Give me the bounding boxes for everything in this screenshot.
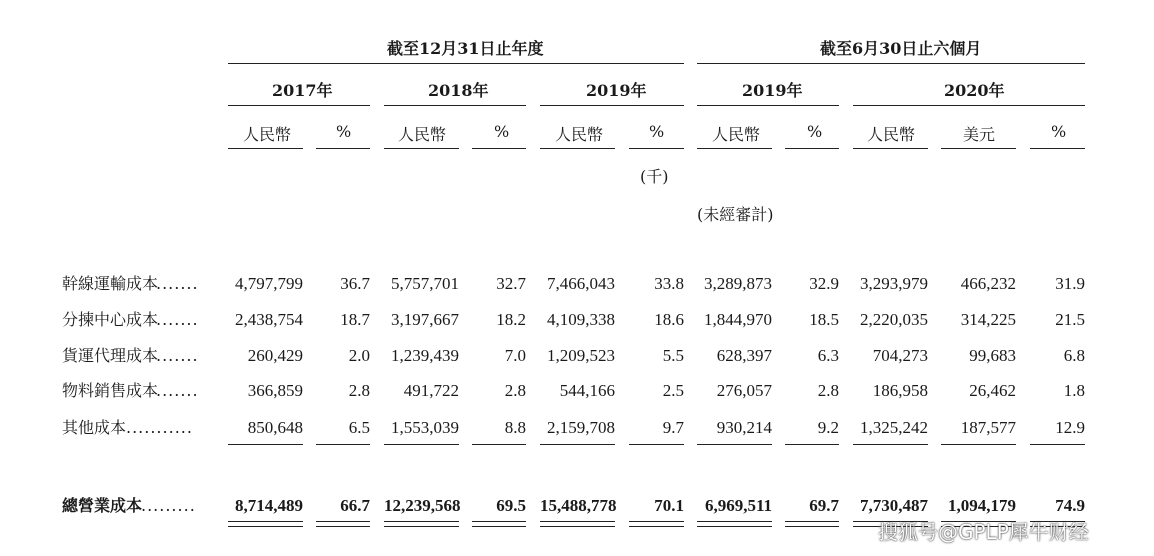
- table-cell: 2.8: [817, 381, 839, 400]
- table-cell: 1,209,523: [547, 346, 615, 365]
- rule-col-6: [629, 148, 684, 149]
- table-cell: 2,438,754: [235, 310, 303, 329]
- table-cell: 6.3: [817, 346, 839, 365]
- total-cell: 12,239,568: [384, 496, 461, 515]
- table-cell: 366,859: [247, 381, 303, 400]
- total-double-rule: [472, 526, 526, 527]
- total-double-rule: [697, 521, 772, 522]
- table-cell: 12.9: [1055, 418, 1085, 437]
- table-cell: 32.9: [809, 274, 839, 293]
- table-cell: 3,289,873: [704, 274, 772, 293]
- rule-year-2017: [228, 105, 370, 106]
- leader-dots: .........: [141, 496, 196, 515]
- table-cell: 26,462: [969, 381, 1016, 400]
- table-cell: 2,220,035: [860, 310, 928, 329]
- total-cell: 69.7: [809, 496, 839, 515]
- total-double-rule: [629, 521, 684, 522]
- total-cell: 6,969,511: [704, 496, 772, 515]
- table-cell: 8.8: [504, 418, 526, 437]
- total-double-rule: [384, 526, 459, 527]
- header-year-2019-annual: 2019年: [586, 81, 647, 100]
- rule-group-1: [228, 63, 684, 64]
- table-cell: 276,057: [716, 381, 772, 400]
- row-label-2: 貨運代理成本: [62, 346, 159, 365]
- subtotal-rule: [316, 444, 370, 445]
- rule-col-8: [785, 148, 839, 149]
- table-cell: 1,844,970: [704, 310, 772, 329]
- total-cell: 70.1: [654, 496, 684, 515]
- table-cell: 1,325,242: [860, 418, 928, 437]
- table-cell: 1.8: [1063, 381, 1085, 400]
- table-cell: 4,109,338: [547, 310, 615, 329]
- total-row-label: 總營業成本: [62, 496, 143, 515]
- subtotal-rule: [1030, 444, 1085, 445]
- rule-col-10: [941, 148, 1016, 149]
- row-label-1: 分揀中心成本: [62, 310, 159, 329]
- total-cell: 1,094,179: [948, 496, 1016, 515]
- subtotal-rule: [384, 444, 459, 445]
- rule-col-1: [228, 148, 303, 149]
- table-cell: 18.2: [496, 310, 526, 329]
- total-double-rule: [697, 526, 772, 527]
- total-cell: 7,730,487: [860, 496, 928, 515]
- subtotal-rule: [472, 444, 526, 445]
- leader-dots: ...........: [126, 418, 193, 437]
- total-double-rule: [228, 526, 303, 527]
- rule-year-2020: [853, 105, 1085, 106]
- table-cell: 544,166: [559, 381, 615, 400]
- rule-col-9: [853, 148, 928, 149]
- subtotal-rule: [629, 444, 684, 445]
- table-cell: 2,159,708: [547, 418, 615, 437]
- header-year-2017: 2017年: [272, 81, 333, 100]
- table-cell: 18.7: [340, 310, 370, 329]
- row-label-4: 其他成本: [62, 418, 127, 437]
- header-group-year-ended: 截至12月31日止年度: [387, 39, 544, 58]
- total-double-rule: [629, 526, 684, 527]
- table-cell: 2.5: [662, 381, 684, 400]
- col-pct-2019b: %: [807, 122, 823, 141]
- total-double-rule: [316, 526, 370, 527]
- rule-year-2019a: [540, 105, 684, 106]
- total-double-rule: [472, 521, 526, 522]
- rule-year-2019b: [697, 105, 839, 106]
- table-cell: 314,225: [960, 310, 1016, 329]
- rule-col-7: [697, 148, 772, 149]
- col-usd-2020: 美元: [963, 125, 996, 144]
- table-cell: 36.7: [340, 274, 370, 293]
- rule-year-2018: [384, 105, 526, 106]
- leader-dots: .......: [156, 346, 199, 365]
- col-pct-2018: %: [494, 122, 510, 141]
- header-year-2019-interim: 2019年: [742, 81, 803, 100]
- subtotal-rule: [941, 444, 1016, 445]
- rule-group-2: [697, 63, 1085, 64]
- table-cell: 491,722: [403, 381, 459, 400]
- table-cell: 466,232: [960, 274, 1016, 293]
- table-cell: 99,683: [969, 346, 1016, 365]
- total-cell: 8,714,489: [235, 496, 303, 515]
- table-cell: 1,239,439: [391, 346, 459, 365]
- col-pct-2019a: %: [649, 122, 665, 141]
- total-double-rule: [540, 521, 615, 522]
- total-double-rule: [540, 526, 615, 527]
- table-cell: 2.8: [348, 381, 370, 400]
- rule-col-3: [384, 148, 459, 149]
- col-pct-2020: %: [1051, 122, 1067, 141]
- col-rmb-2018: 人民幣: [398, 125, 447, 144]
- table-cell: 628,397: [716, 346, 772, 365]
- col-rmb-2019b: 人民幣: [712, 125, 761, 144]
- subtotal-rule: [785, 444, 839, 445]
- table-cell: 5.5: [662, 346, 684, 365]
- row-label-3: 物料銷售成本: [62, 381, 159, 400]
- table-cell: 850,648: [247, 418, 303, 437]
- table-cell: 32.7: [496, 274, 526, 293]
- table-cell: 6.5: [348, 418, 370, 437]
- leader-dots: .......: [156, 381, 199, 400]
- subtotal-rule: [853, 444, 928, 445]
- total-cell: 69.5: [496, 496, 526, 515]
- table-cell: 186,958: [872, 381, 928, 400]
- table-cell: 33.8: [654, 274, 684, 293]
- total-double-rule: [228, 521, 303, 522]
- table-cell: 7,466,043: [547, 274, 615, 293]
- header-year-2018: 2018年: [428, 81, 489, 100]
- table-cell: 4,797,799: [235, 274, 303, 293]
- total-cell: 66.7: [340, 496, 370, 515]
- total-double-rule: [785, 521, 839, 522]
- table-cell: 3,293,979: [860, 274, 928, 293]
- col-rmb-2019a: 人民幣: [555, 125, 604, 144]
- table-cell: 2.0: [348, 346, 370, 365]
- table-cell: 31.9: [1055, 274, 1085, 293]
- header-group-six-months: 截至6月30日止六個月: [820, 39, 982, 58]
- table-cell: 5,757,701: [391, 274, 459, 293]
- col-rmb-2017: 人民幣: [243, 125, 292, 144]
- leader-dots: .......: [156, 274, 199, 293]
- rule-col-2: [316, 148, 370, 149]
- total-cell: 15,488,778: [540, 496, 617, 515]
- table-cell: 18.5: [809, 310, 839, 329]
- table-cell: 9.2: [817, 418, 839, 437]
- col-pct-2017: %: [336, 122, 352, 141]
- unit-thousands: (千): [640, 167, 669, 186]
- table-cell: 2.8: [504, 381, 526, 400]
- subtotal-rule: [228, 444, 303, 445]
- leader-dots: .......: [156, 310, 199, 329]
- rule-col-4: [472, 148, 526, 149]
- table-cell: 21.5: [1055, 310, 1085, 329]
- table-cell: 1,553,039: [391, 418, 459, 437]
- watermark: 搜狐号@GPLP犀牛财经: [878, 520, 1089, 544]
- row-label-0: 幹線運輸成本: [62, 274, 159, 293]
- col-rmb-2020: 人民幣: [867, 125, 916, 144]
- table-cell: 260,429: [247, 346, 303, 365]
- rule-col-11: [1030, 148, 1085, 149]
- table-cell: 7.0: [504, 346, 526, 365]
- subtotal-rule: [540, 444, 615, 445]
- table-cell: 3,197,667: [391, 310, 459, 329]
- table-cell: 6.8: [1063, 346, 1085, 365]
- table-cell: 187,577: [960, 418, 1016, 437]
- table-cell: 930,214: [716, 418, 772, 437]
- header-year-2020: 2020年: [944, 81, 1005, 100]
- unaudited-note: (未經審計): [697, 205, 774, 224]
- table-cell: 704,273: [872, 346, 928, 365]
- total-double-rule: [384, 521, 459, 522]
- table-cell: 9.7: [662, 418, 684, 437]
- rule-col-5: [540, 148, 615, 149]
- total-double-rule: [316, 521, 370, 522]
- subtotal-rule: [697, 444, 772, 445]
- total-cell: 74.9: [1055, 496, 1085, 515]
- table-cell: 18.6: [654, 310, 684, 329]
- total-double-rule: [785, 526, 839, 527]
